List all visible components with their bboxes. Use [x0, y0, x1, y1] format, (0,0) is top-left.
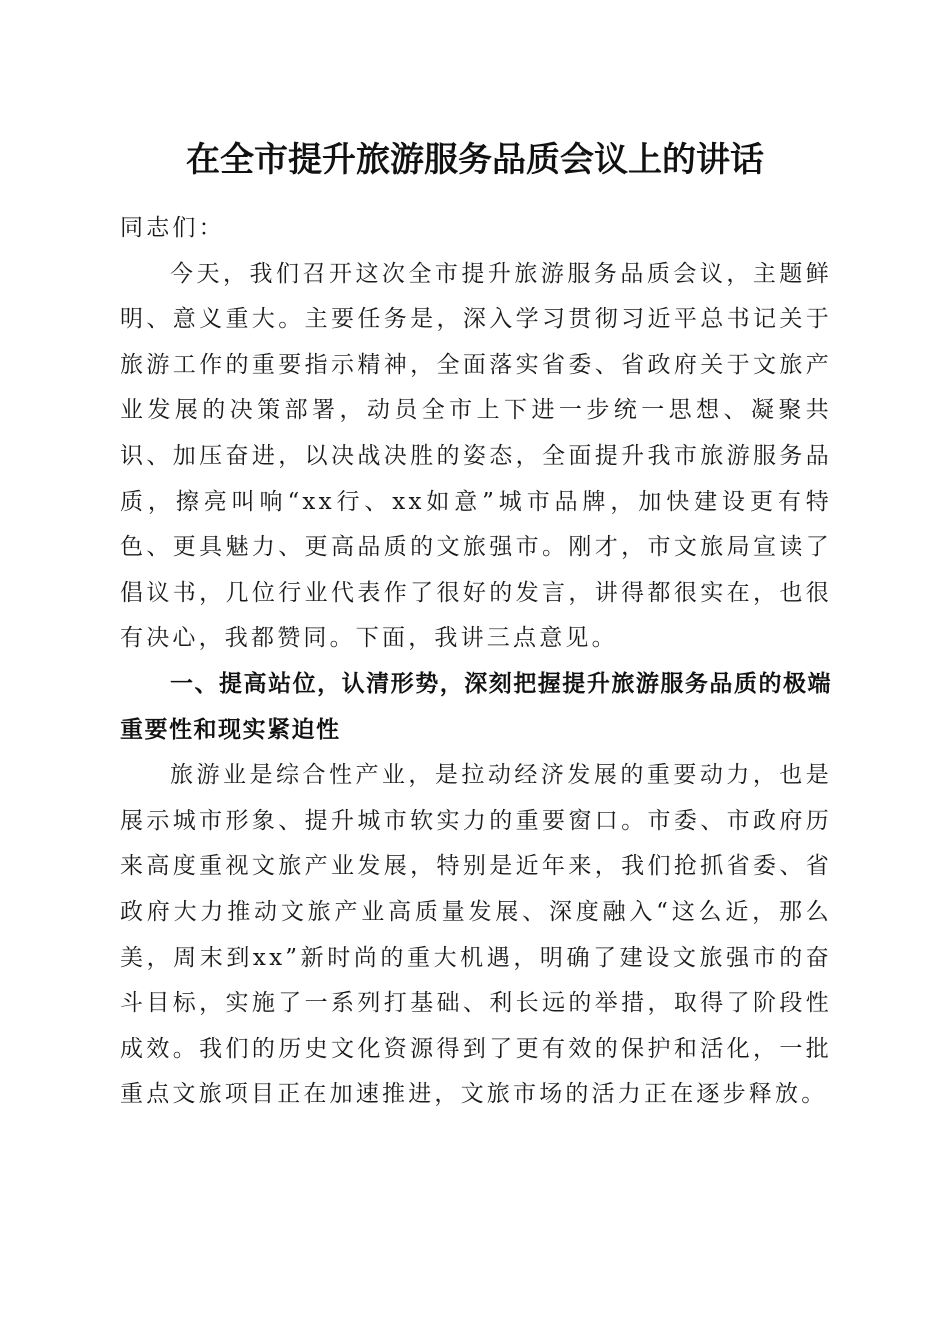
document-title: 在全市提升旅游服务品质会议上的讲话: [186, 140, 764, 180]
document-body: [120, 206, 832, 1118]
salutation: 同志们：: [120, 215, 225, 241]
section-heading-1: 一、提高站位，认清形势，深刻把握提升旅游服务品质的极端重要性和现实紧迫性: [120, 670, 832, 743]
paragraph-section-1: 旅游业是综合性产业，是拉动经济发展的重要动力，也是展示城市形象、提升城市软实力的重要窗口。市委、市政府历来高度重视文旅产业发展，特别是近年来，我们抢抓省委、省政府大力推动文旅产业高质量发展、深度融入“这么近，那么美，周末到xx”新时尚的重大机遇，明确了建设文旅强市的奋斗目标，实施了一系列打基础、利长远的举措，取得了阶段性成效。我们的历史文化资源得到了更有效的保护和活化，一批重点文旅项目正在加速推进，文旅市场的活力正在逐步释放。: [120, 762, 832, 1108]
paragraph-opening: 今天，我们召开这次全市提升旅游服务品质会议，主题鲜明、意义重大。主要任务是，深入学习贯彻习近平总书记关于旅游工作的重要指示精神，全面落实省委、省政府关于文旅产业发展的决策部署，动员全市上下进一步统一思想、凝聚共识、加压奋进，以决战决胜的姿态，全面提升我市旅游服务品质，擦亮叫响“xx行、xx如意”城市品牌，加快建设更有特色、更具魅力、更高品质的文旅强市。刚才，市文旅局宣读了倡议书，几位行业代表作了很好的发言，讲得都很实在，也很有决心，我都赞同。下面，我讲三点意见。: [120, 260, 832, 652]
